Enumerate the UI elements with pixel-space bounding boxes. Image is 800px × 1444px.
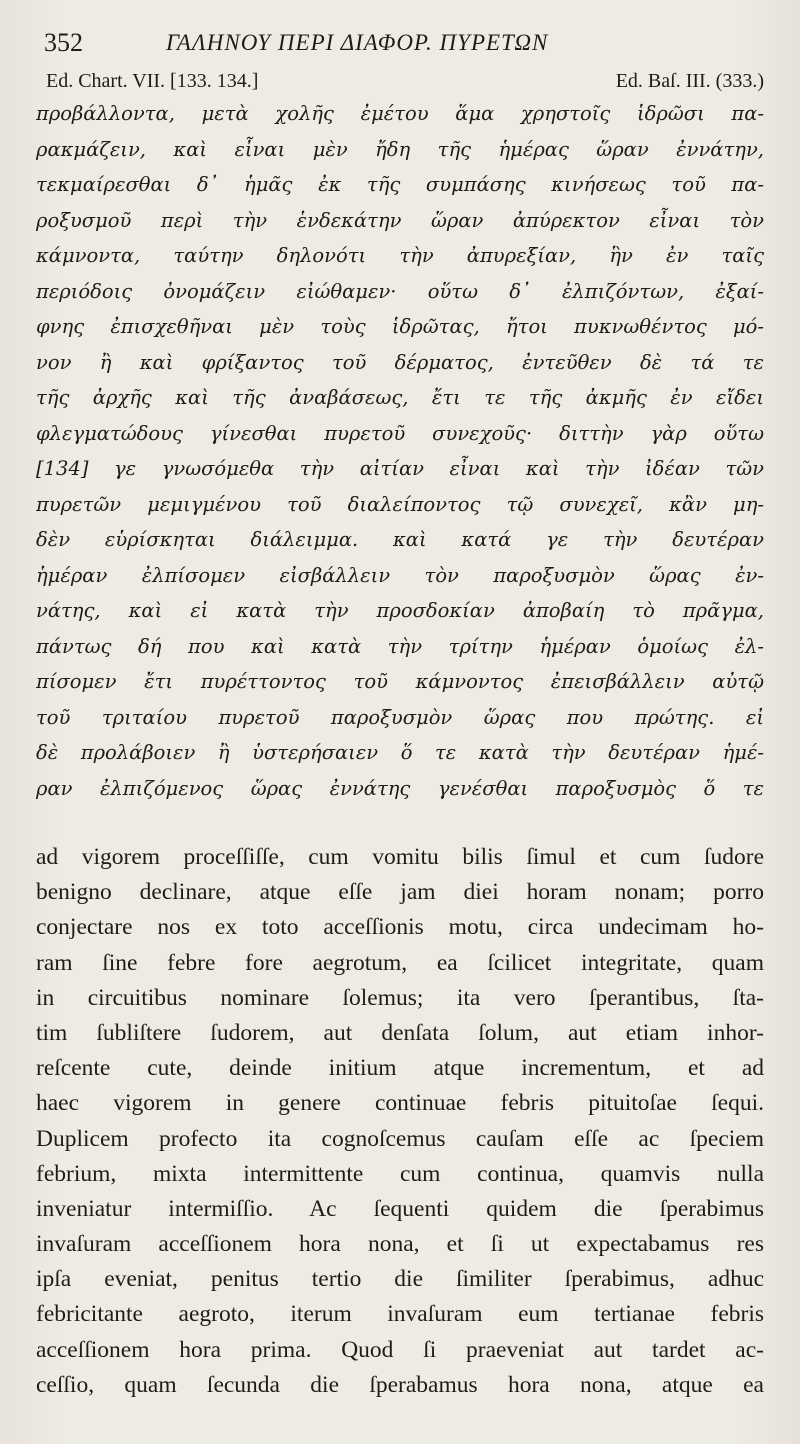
greek-text-line: τῆς ἀρχῆς καὶ τῆς ἀναβάσεως, ἔτι τε τῆς ἀκμῆς ἐν εἴδει	[36, 386, 764, 409]
page-number: 352	[44, 28, 83, 57]
latin-text-line: ipſa eveniat, penitus tertio die ſimiliter ſperabimus, adhuc	[36, 1266, 764, 1293]
greek-text-line: ἡμέραν ἐλπίσομεν εἰσβάλλειν τὸν παροξυσμὸν ὥρας ἐν-	[36, 563, 764, 587]
latin-text-line: ceſſio, quam ſecunda die ſperabamus hora nona, atque ea	[36, 1371, 764, 1398]
running-title: ΓΑΛΗΝΟΥ ΠΕΡΙ ΔΙΑΦΟΡ. ΠΥΡΕΤΩΝ	[166, 30, 549, 55]
greek-text-line: ροξυσμοῦ περὶ τὴν ἑνδεκάτην ὥραν ἀπύρεκτον εἶναι τὸν	[36, 208, 764, 232]
edition-basel-reference: Ed. Baſ. III. (333.)	[615, 70, 764, 92]
greek-text-line: δὲν εὑρίσκηται διάλειμμα. καὶ κατά γε τὴν δευτέραν	[36, 528, 764, 551]
latin-text-line: tim ſubliſtere ſudorem, aut denſata ſolum, aut etiam inhor-	[36, 1019, 764, 1046]
greek-text-line: κάμνοντα, ταύτην δηλονότι τὴν ἀπυρεξίαν, ἣν ἐν ταῖς	[36, 244, 764, 267]
latin-text-line: conjectare nos ex toto acceſſionis motu, circa undecimam ho-	[36, 914, 764, 941]
latin-text-line: inveniatur intermiſſio. Ac ſequenti quidem die ſperabimus	[36, 1195, 764, 1222]
latin-text-line: in circuitibus nominare ſolemus; ita vero ſperantibus, ſta-	[36, 984, 764, 1011]
latin-text-line: ram ſine febre fore aegrotum, ea ſcilicet integritate, quam	[36, 949, 764, 976]
greek-text-line: δὲ προλάβοιεν ἢ ὑστερήσαιεν ὅ τε κατὰ τὴν δευτέραν ἡμέ-	[36, 741, 764, 764]
latin-text-line: reſcente cute, deinde initium atque incrementum, et ad	[36, 1055, 764, 1082]
latin-text-line: Duplicem profecto ita cognoſcemus cauſam eſſe ac ſpeciem	[36, 1125, 764, 1152]
greek-text-line: πυρετῶν μεμιγμένου τοῦ διαλείποντος τῷ συνεχεῖ, κἂν μη-	[36, 492, 764, 516]
greek-text-line: νάτης, καὶ εἰ κατὰ τὴν προσδοκίαν ἀποβαίη τὸ πρᾶγμα,	[36, 599, 764, 622]
greek-text-line: φνης ἐπισχεθῆναι μὲν τοὺς ἱδρῶτας, ἤτοι πυκνωθέντος μό-	[36, 315, 764, 338]
section-gap	[36, 806, 764, 840]
greek-text-line: τοῦ τριταίου πυρετοῦ παροξυσμὸν ὥρας που πρώτης. εἰ	[36, 705, 764, 729]
latin-text-line: acceſſionem hora prima. Quod ſi praeveniat aut tardet ac-	[36, 1336, 764, 1363]
greek-text-line: προβάλλοντα, μετὰ χολῆς ἐμέτου ἅμα χρηστοῖς ἱδρῶσι πα-	[36, 102, 764, 125]
greek-text-line: πίσομεν ἔτι πυρέττοντος τοῦ κάμνοντος ἐπεισβάλλειν αὐτῷ	[36, 670, 764, 693]
running-head	[36, 26, 764, 66]
greek-text-line: ρακμάζειν, καὶ εἶναι μὲν ἤδη τῆς ἡμέρας ὥραν ἐννάτην,	[36, 137, 764, 161]
latin-text-line: febricitante aegroto, iterum invaſuram eum tertianae febris	[36, 1301, 764, 1328]
edition-reference-line	[36, 66, 764, 96]
latin-text-line: invaſuram acceſſionem hora nona, et ſi ut expectabamus res	[36, 1231, 764, 1258]
latin-text-line: haec vigorem in genere continuae febris pituitoſae ſequi.	[36, 1090, 764, 1117]
edition-chartier-reference: Ed. Chart. VII. [133. 134.]	[46, 70, 259, 92]
latin-text-block	[36, 840, 764, 1403]
greek-text-line: νον ἢ καὶ φρίξαντος τοῦ δέρματος, ἐντεῦθεν δὲ τά τε	[36, 350, 764, 374]
greek-text-line: περιόδοις ὀνομάζειν εἰώθαμεν· οὕτω δ᾽ ἐλπιζόντων, ἐξαί-	[36, 279, 764, 303]
greek-text-line: πάντως δή που καὶ κατὰ τὴν τρίτην ἡμέραν ὁμοίως ἐλ-	[36, 634, 764, 658]
greek-text-block	[36, 96, 764, 806]
greek-text-line: τεκμαίρεσθαι δ᾽ ἡμᾶς ἐκ τῆς συμπάσης κινήσεως τοῦ πα-	[36, 173, 764, 196]
greek-text-line: φλεγματώδους γίνεσθαι πυρετοῦ συνεχοῦς· διττὴν γὰρ οὕτω	[36, 421, 764, 445]
greek-text-line: ραν ἐλπιζόμενος ὥρας ἐννάτης γενέσθαι παροξυσμὸς ὅ τε	[36, 776, 764, 800]
latin-text-line: febrium, mixta intermittente cum continua, quamvis nulla	[36, 1160, 764, 1187]
latin-text-line: benigno declinare, atque eſſe jam diei horam nonam; porro	[36, 879, 764, 906]
latin-text-line: ad vigorem proceſſiſſe, cum vomitu bilis ſimul et cum ſudore	[36, 844, 764, 870]
greek-text-line: [134] γε γνωσόμεθα τὴν αἰτίαν εἶναι καὶ τὴν ἰδέαν τῶν	[36, 457, 764, 480]
